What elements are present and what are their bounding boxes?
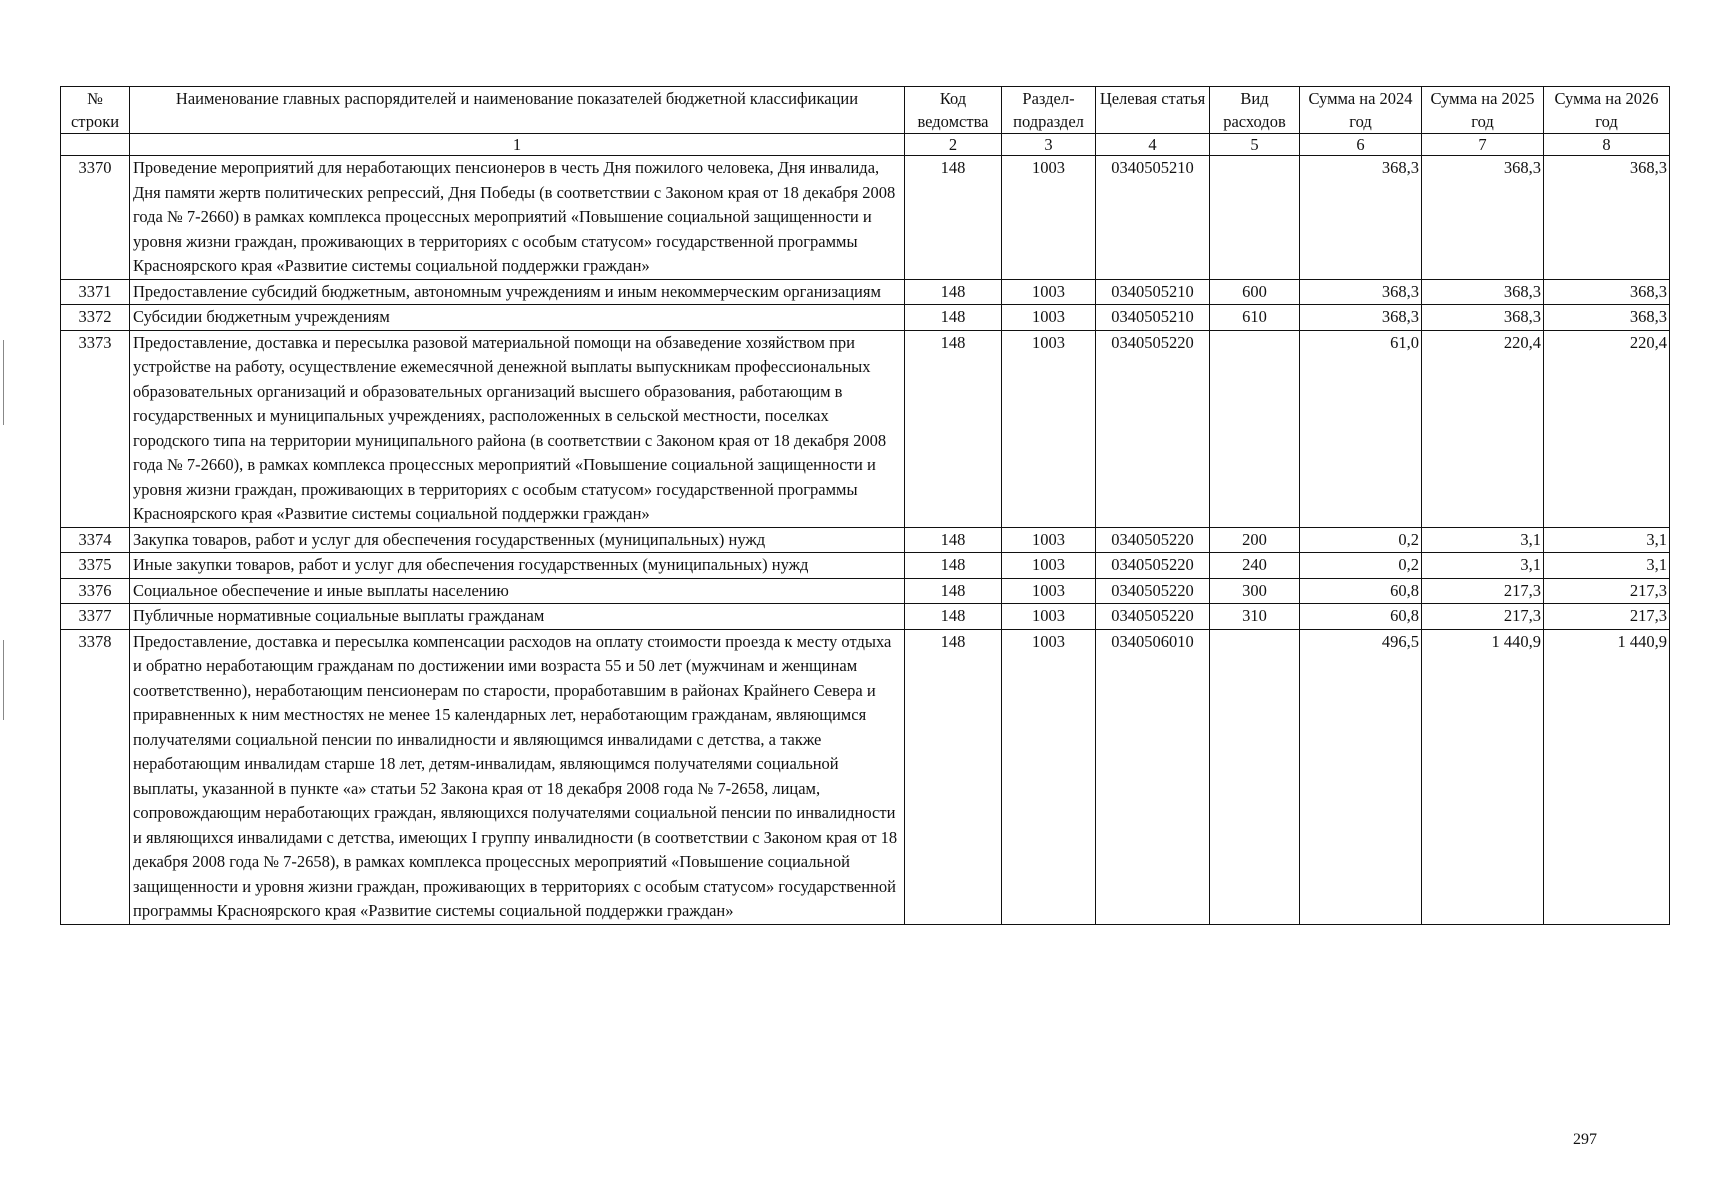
sum-2025: 368,3 bbox=[1422, 305, 1544, 331]
header-sum-2025: Сумма на 2025 год bbox=[1422, 87, 1544, 134]
sum-2024: 496,5 bbox=[1300, 629, 1422, 924]
target-code: 0340505220 bbox=[1096, 604, 1210, 630]
sum-2025: 217,3 bbox=[1422, 604, 1544, 630]
header-target: Целевая статья bbox=[1096, 87, 1210, 134]
expense-type bbox=[1210, 629, 1300, 924]
section-code: 1003 bbox=[1002, 578, 1096, 604]
table-row bbox=[61, 156, 1670, 280]
dept-code: 148 bbox=[905, 553, 1002, 579]
row-number: 3377 bbox=[61, 604, 130, 630]
section-code: 1003 bbox=[1002, 330, 1096, 527]
table-row bbox=[61, 305, 1670, 331]
header-section: Раздел-подраздел bbox=[1002, 87, 1096, 134]
expense-type bbox=[1210, 156, 1300, 280]
sum-2025: 368,3 bbox=[1422, 156, 1544, 280]
row-number: 3375 bbox=[61, 553, 130, 579]
header-name: Наименование главных распорядителей и наименование показателей бюджетной классификации bbox=[130, 87, 905, 134]
row-name: Социальное обеспечение и иные выплаты населению bbox=[130, 578, 905, 604]
row-name: Субсидии бюджетным учреждениям bbox=[130, 305, 905, 331]
table-row bbox=[61, 553, 1670, 579]
sum-2024: 60,8 bbox=[1300, 578, 1422, 604]
scan-edge-mark bbox=[3, 340, 4, 425]
sum-2025: 3,1 bbox=[1422, 553, 1544, 579]
dept-code: 148 bbox=[905, 604, 1002, 630]
index-cell: 3 bbox=[1002, 134, 1096, 156]
row-name: Закупка товаров, работ и услуг для обеспечения государственных (муниципальных) нужд bbox=[130, 527, 905, 553]
index-cell: 8 bbox=[1544, 134, 1670, 156]
scan-edge-mark bbox=[3, 640, 4, 720]
target-code: 0340505220 bbox=[1096, 553, 1210, 579]
dept-code: 148 bbox=[905, 527, 1002, 553]
expense-type bbox=[1210, 330, 1300, 527]
expense-type: 200 bbox=[1210, 527, 1300, 553]
header-row-number: № строки bbox=[61, 87, 130, 134]
row-number: 3374 bbox=[61, 527, 130, 553]
budget-table-container bbox=[60, 86, 1670, 925]
table-row bbox=[61, 578, 1670, 604]
section-code: 1003 bbox=[1002, 527, 1096, 553]
sum-2024: 60,8 bbox=[1300, 604, 1422, 630]
sum-2025: 3,1 bbox=[1422, 527, 1544, 553]
section-code: 1003 bbox=[1002, 629, 1096, 924]
sum-2024: 368,3 bbox=[1300, 279, 1422, 305]
sum-2026: 368,3 bbox=[1544, 279, 1670, 305]
budget-table bbox=[60, 86, 1670, 925]
header-expense-type: Вид расходов bbox=[1210, 87, 1300, 134]
row-number: 3373 bbox=[61, 330, 130, 527]
row-name: Проведение мероприятий для неработающих пенсионеров в честь Дня пожилого человека, Дня инвалида, Дня памяти жертв политических репрессий, Дня Победы (в соответствии с Законом края от 18 декабря 2008 года № 7-2660) в рамках комплекса процессных мероприятий «Повышение социальной защищенности и уровня жизни граждан, проживающих в территориях с особым статусом» государственной программы Красноярского края «Развитие системы социальной поддержки граждан» bbox=[130, 156, 905, 280]
row-number: 3372 bbox=[61, 305, 130, 331]
index-cell: 7 bbox=[1422, 134, 1544, 156]
index-cell bbox=[61, 134, 130, 156]
row-number: 3370 bbox=[61, 156, 130, 280]
page-number: 297 bbox=[1573, 1131, 1597, 1148]
section-code: 1003 bbox=[1002, 305, 1096, 331]
index-cell: 5 bbox=[1210, 134, 1300, 156]
table-header-row bbox=[61, 87, 1670, 134]
row-name: Предоставление, доставка и пересылка разовой материальной помощи на обзаведение хозяйством при устройстве на работу, осуществление ежемесячной денежной выплаты выпускникам профессиональных образовательных организаций и образовательных организаций высшего образования, работающим в государственных и муниципальных учреждениях, расположенных в сельской местности, поселках городского типа на территории муниципального района (в соответствии с Законом края от 18 декабря 2008 года № 7-2660), в рамках комплекса процессных мероприятий «Повышение социальной защищенности и уровня жизни граждан, проживающих в территориях с особым статусом» государственной программы Красноярского края «Развитие системы социальной поддержки граждан» bbox=[130, 330, 905, 527]
section-code: 1003 bbox=[1002, 156, 1096, 280]
sum-2026: 368,3 bbox=[1544, 156, 1670, 280]
table-row bbox=[61, 604, 1670, 630]
header-sum-2026: Сумма на 2026 год bbox=[1544, 87, 1670, 134]
sum-2026: 3,1 bbox=[1544, 553, 1670, 579]
sum-2026: 1 440,9 bbox=[1544, 629, 1670, 924]
sum-2026: 217,3 bbox=[1544, 578, 1670, 604]
row-number: 3376 bbox=[61, 578, 130, 604]
sum-2024: 0,2 bbox=[1300, 553, 1422, 579]
row-name: Публичные нормативные социальные выплаты гражданам bbox=[130, 604, 905, 630]
sum-2025: 368,3 bbox=[1422, 279, 1544, 305]
sum-2026: 3,1 bbox=[1544, 527, 1670, 553]
target-code: 0340505210 bbox=[1096, 305, 1210, 331]
sum-2026: 217,3 bbox=[1544, 604, 1670, 630]
index-cell: 4 bbox=[1096, 134, 1210, 156]
column-index-row bbox=[61, 134, 1670, 156]
index-cell: 6 bbox=[1300, 134, 1422, 156]
expense-type: 600 bbox=[1210, 279, 1300, 305]
row-name: Предоставление, доставка и пересылка компенсации расходов на оплату стоимости проезда к месту отдыха и обратно неработающим гражданам по достижении ими возраста 55 и 50 лет (мужчинам и женщинам соответственно), неработающим пенсионерам по старости, проработавшим в районах Крайнего Севера и приравненных к ним местностях не менее 15 календарных лет, неработающим гражданам, являющимся получателями социальной пенсии по инвалидности и являющимся инвалидами с детства, а также неработающим инвалидам старше 18 лет, детям-инвалидам, являющимся получателями социальной выплаты, указанной в пункте «а» статьи 52 Закона края от 18 декабря 2008 года № 7-2658, лицам, сопровождающим неработающих граждан, являющихся получателями социальной пенсии по инвалидности и являющихся инвалидами с детства, имеющих I группу инвалидности (в соответствии с Законом края от 18 декабря 2008 года № 7-2658), в рамках комплекса процессных мероприятий «Повышение социальной защищенности и уровня жизни граждан, проживающих в территориях с особым статусом» государственной программы Красноярского края «Развитие системы социальной поддержки граждан» bbox=[130, 629, 905, 924]
sum-2024: 61,0 bbox=[1300, 330, 1422, 527]
dept-code: 148 bbox=[905, 305, 1002, 331]
sum-2024: 368,3 bbox=[1300, 156, 1422, 280]
dept-code: 148 bbox=[905, 330, 1002, 527]
row-number: 3371 bbox=[61, 279, 130, 305]
sum-2026: 368,3 bbox=[1544, 305, 1670, 331]
expense-type: 610 bbox=[1210, 305, 1300, 331]
header-sum-2024: Сумма на 2024 год bbox=[1300, 87, 1422, 134]
sum-2025: 1 440,9 bbox=[1422, 629, 1544, 924]
target-code: 0340505210 bbox=[1096, 156, 1210, 280]
section-code: 1003 bbox=[1002, 279, 1096, 305]
dept-code: 148 bbox=[905, 279, 1002, 305]
dept-code: 148 bbox=[905, 156, 1002, 280]
section-code: 1003 bbox=[1002, 553, 1096, 579]
sum-2025: 220,4 bbox=[1422, 330, 1544, 527]
dept-code: 148 bbox=[905, 629, 1002, 924]
table-row bbox=[61, 527, 1670, 553]
target-code: 0340505220 bbox=[1096, 527, 1210, 553]
row-name: Иные закупки товаров, работ и услуг для обеспечения государственных (муниципальных) нужд bbox=[130, 553, 905, 579]
target-code: 0340506010 bbox=[1096, 629, 1210, 924]
expense-type: 300 bbox=[1210, 578, 1300, 604]
index-cell: 1 bbox=[130, 134, 905, 156]
sum-2024: 0,2 bbox=[1300, 527, 1422, 553]
target-code: 0340505220 bbox=[1096, 330, 1210, 527]
expense-type: 310 bbox=[1210, 604, 1300, 630]
dept-code: 148 bbox=[905, 578, 1002, 604]
sum-2026: 220,4 bbox=[1544, 330, 1670, 527]
sum-2025: 217,3 bbox=[1422, 578, 1544, 604]
header-dept-code: Код ведомства bbox=[905, 87, 1002, 134]
row-name: Предоставление субсидий бюджетным, автономным учреждениям и иным некоммерческим организациям bbox=[130, 279, 905, 305]
expense-type: 240 bbox=[1210, 553, 1300, 579]
row-number: 3378 bbox=[61, 629, 130, 924]
sum-2024: 368,3 bbox=[1300, 305, 1422, 331]
section-code: 1003 bbox=[1002, 604, 1096, 630]
target-code: 0340505210 bbox=[1096, 279, 1210, 305]
table-row bbox=[61, 629, 1670, 924]
target-code: 0340505220 bbox=[1096, 578, 1210, 604]
table-row bbox=[61, 330, 1670, 527]
index-cell: 2 bbox=[905, 134, 1002, 156]
table-row bbox=[61, 279, 1670, 305]
